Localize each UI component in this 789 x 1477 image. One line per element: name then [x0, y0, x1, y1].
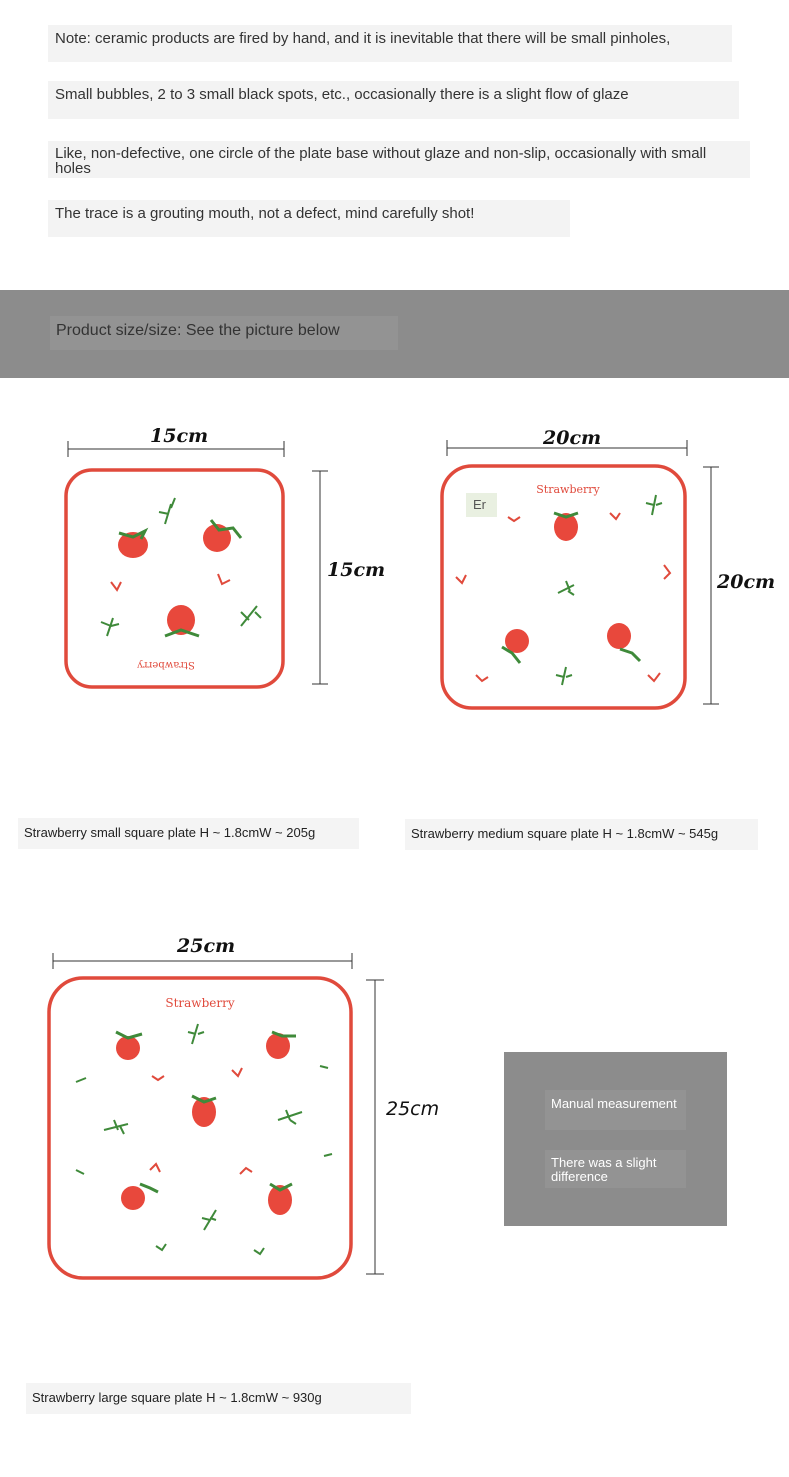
small-plate-brand: Strawberry — [137, 659, 195, 670]
note-grouting-mouth: The trace is a grouting mouth, not a defect, mind carefully shot! — [48, 200, 570, 237]
medium-plate-brand: Strawberry — [536, 483, 600, 496]
small-plate-caption: Strawberry small square plate H ~ 1.8cmW ~ 205g — [18, 818, 359, 849]
medium-plate-caption: Strawberry medium square plate H ~ 1.8cmW ~ 545g — [405, 819, 758, 850]
small-plate-height-label: 15cm — [327, 559, 386, 581]
large-plate-illustration — [40, 948, 400, 1288]
medium-plate-tag: Er — [466, 493, 497, 517]
slight-difference-label: There was a slight difference — [545, 1150, 686, 1188]
manual-measurement-label: Manual measurement — [545, 1090, 686, 1130]
large-plate-caption: Strawberry large square plate H ~ 1.8cmW ~ 930g — [26, 1383, 411, 1414]
note-pinholes: Note: ceramic products are fired by hand, and it is inevitable that there will be small pinholes, — [48, 25, 732, 62]
large-plate-width-label: 25cm — [177, 935, 236, 957]
small-plate-width-label: 15cm — [150, 425, 209, 447]
note-bubbles: Small bubbles, 2 to 3 small black spots, etc., occasionally there is a slight flow of glaze — [48, 81, 739, 119]
size-banner-label: Product size/size: See the picture below — [50, 316, 398, 350]
medium-plate-illustration — [430, 435, 730, 725]
large-plate-brand: Strawberry — [165, 996, 235, 1010]
measurement-note-box — [504, 1052, 727, 1226]
small-plate-illustration — [55, 436, 335, 696]
large-plate-height-label: 25cm — [386, 1098, 440, 1120]
medium-plate-width-label: 20cm — [543, 427, 602, 449]
note-plate-base: Like, non-defective, one circle of the plate base without glaze and non-slip, occasionally with small holes — [48, 141, 750, 178]
medium-plate-height-label: 20cm — [717, 571, 776, 593]
